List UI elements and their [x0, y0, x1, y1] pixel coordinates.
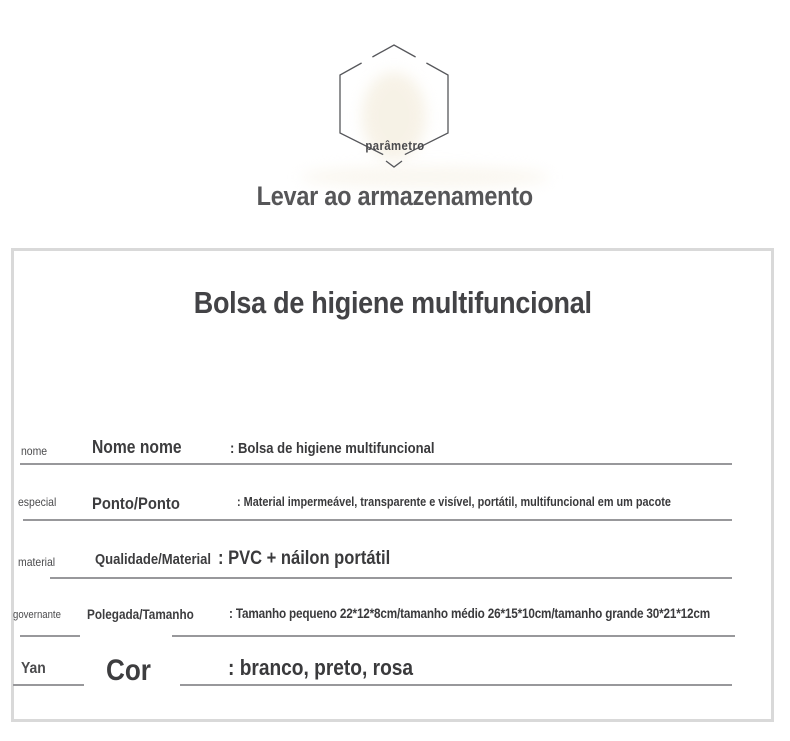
- row-value-feature: : Material impermeável, transparente e visível, portátil, multifuncional em um pacote: [237, 495, 671, 509]
- row-tag-governante: governante: [13, 609, 61, 621]
- hexagon-badge: [330, 40, 460, 172]
- row-label-color: Cor: [106, 654, 151, 687]
- product-title: Bolsa de higiene multifuncional: [193, 285, 592, 320]
- row-underline: [20, 463, 732, 465]
- row-underline: [50, 577, 732, 579]
- row-underline-short: [13, 684, 84, 686]
- row-tag-nome: nome: [21, 444, 48, 458]
- row-value-name: : Bolsa de higiene multifuncional: [230, 440, 435, 457]
- row-value-color: : branco, preto, rosa: [228, 655, 414, 680]
- row-underline: [23, 519, 732, 521]
- row-value-material: : PVC + náilon portátil: [218, 548, 391, 569]
- row-label-feature: Ponto/Ponto: [92, 494, 180, 513]
- row-tag-yan: Yan: [21, 660, 46, 677]
- chevron-down-icon: [386, 161, 402, 167]
- section-heading: Levar ao armazenamento: [256, 181, 534, 211]
- row-value-size: : Tamanho pequeno 22*12*8cm/tamanho médio 26*15*10cm/tamanho grande 30*21*12cm: [229, 606, 711, 621]
- row-label-size: Polegada/Tamanho: [87, 607, 194, 622]
- row-underline: [180, 684, 732, 686]
- row-label-name: Nome nome: [92, 437, 182, 457]
- row-tag-especial: especial: [18, 495, 57, 509]
- hexagon-label: parâmetro: [365, 138, 425, 153]
- row-tag-material: material: [18, 555, 56, 569]
- row-underline-short: [20, 635, 80, 637]
- row-underline: [172, 635, 735, 637]
- row-label-material: Qualidade/Material: [95, 551, 212, 568]
